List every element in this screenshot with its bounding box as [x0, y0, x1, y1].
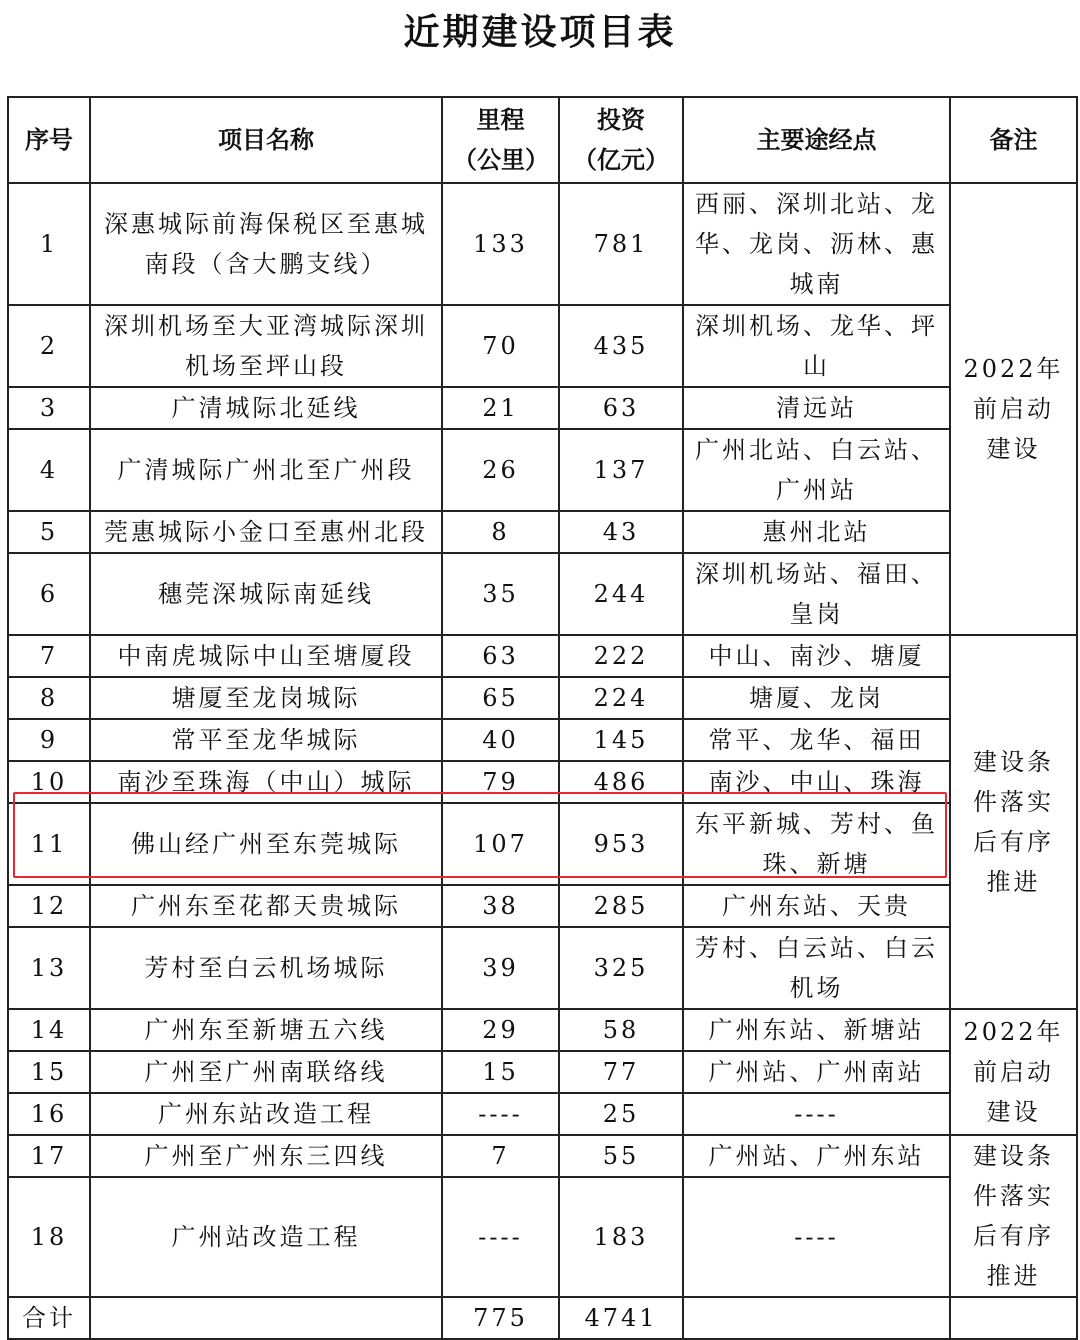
row-index: 15	[8, 1051, 90, 1093]
row-invest: 43	[559, 511, 683, 553]
table-row	[8, 305, 1077, 387]
header-name: 项目名称	[90, 97, 442, 183]
row-route: 南沙、中山、珠海	[683, 761, 950, 803]
header-route: 主要途经点	[683, 97, 950, 183]
row-index: 10	[8, 761, 90, 803]
row-index: 11	[8, 803, 90, 885]
table-row	[8, 927, 1077, 1009]
row-invest: 781	[559, 183, 683, 305]
row-route: 常平、龙华、福田	[683, 719, 950, 761]
row-route: 广州站、广州东站	[683, 1135, 950, 1177]
row-invest: 224	[559, 677, 683, 719]
row-length: 8	[442, 511, 559, 553]
row-length: 40	[442, 719, 559, 761]
table-row	[8, 183, 1077, 305]
row-invest: 953	[559, 803, 683, 885]
table-row	[8, 1135, 1077, 1177]
row-length: 26	[442, 429, 559, 511]
table-row	[8, 553, 1077, 635]
note-group-2: 建设条件落实后有序推进	[950, 635, 1077, 1009]
row-name: 广州东至花都天贵城际	[90, 885, 442, 927]
table-row	[8, 635, 1077, 677]
row-index: 6	[8, 553, 90, 635]
row-route: ----	[683, 1093, 950, 1135]
row-route: 塘厦、龙岗	[683, 677, 950, 719]
row-route: 东平新城、芳村、鱼珠、新塘	[683, 803, 950, 885]
table-row	[8, 719, 1077, 761]
row-length: 133	[442, 183, 559, 305]
row-length: 38	[442, 885, 559, 927]
row-index: 12	[8, 885, 90, 927]
row-name: 塘厦至龙岗城际	[90, 677, 442, 719]
row-index: 4	[8, 429, 90, 511]
row-length: 15	[442, 1051, 559, 1093]
row-name: 广清城际北延线	[90, 387, 442, 429]
row-length: ----	[442, 1177, 559, 1297]
highlight-box	[13, 792, 947, 878]
row-name: 广清城际广州北至广州段	[90, 429, 442, 511]
row-route: 芳村、白云站、白云机场	[683, 927, 950, 1009]
row-name: 中南虎城际中山至塘厦段	[90, 635, 442, 677]
row-name: 南沙至珠海（中山）城际	[90, 761, 442, 803]
table-row	[8, 429, 1077, 511]
row-route: 广州站、广州南站	[683, 1051, 950, 1093]
table-row	[8, 387, 1077, 429]
row-route: 清远站	[683, 387, 950, 429]
row-route: 广州东站、新塘站	[683, 1009, 950, 1051]
row-route: 广州东站、天贵	[683, 885, 950, 927]
row-length: 21	[442, 387, 559, 429]
row-length: 79	[442, 761, 559, 803]
total-route-empty	[683, 1297, 950, 1339]
row-index: 9	[8, 719, 90, 761]
header-note: 备注	[950, 97, 1077, 183]
table-row	[8, 885, 1077, 927]
row-index: 18	[8, 1177, 90, 1297]
row-index: 7	[8, 635, 90, 677]
header-length-line2: （公里）	[453, 146, 549, 174]
table-row	[8, 1009, 1077, 1051]
row-name: 广州东至新塘五六线	[90, 1009, 442, 1051]
row-index: 3	[8, 387, 90, 429]
row-index: 14	[8, 1009, 90, 1051]
row-name: 深惠城际前海保税区至惠城南段（含大鹏支线）	[90, 183, 442, 305]
table-row	[8, 511, 1077, 553]
header-invest-line1: 投资	[597, 106, 645, 134]
total-row	[8, 1297, 1077, 1339]
total-length: 775	[442, 1297, 559, 1339]
header-invest	[559, 97, 683, 183]
table-header-row	[8, 97, 1077, 183]
row-route: 西丽、深圳北站、龙华、龙岗、沥林、惠城南	[683, 183, 950, 305]
row-name: 广州东站改造工程	[90, 1093, 442, 1135]
row-name: 广州站改造工程	[90, 1177, 442, 1297]
row-route: 深圳机场、龙华、坪山	[683, 305, 950, 387]
row-invest: 325	[559, 927, 683, 1009]
row-invest: 58	[559, 1009, 683, 1051]
row-name: 深圳机场至大亚湾城际深圳机场至坪山段	[90, 305, 442, 387]
total-name-empty	[90, 1297, 442, 1339]
row-invest: 63	[559, 387, 683, 429]
row-length: 63	[442, 635, 559, 677]
row-invest: 77	[559, 1051, 683, 1093]
row-invest: 183	[559, 1177, 683, 1297]
note-group-3: 2022年前启动建设	[950, 1009, 1077, 1135]
row-index: 2	[8, 305, 90, 387]
row-route: 中山、南沙、塘厦	[683, 635, 950, 677]
row-route: ----	[683, 1177, 950, 1297]
row-name: 广州至广州东三四线	[90, 1135, 442, 1177]
note-group-1: 2022年前启动建设	[950, 183, 1077, 635]
total-note-empty	[950, 1297, 1077, 1339]
row-index: 13	[8, 927, 90, 1009]
row-length: 7	[442, 1135, 559, 1177]
row-invest: 486	[559, 761, 683, 803]
table-row	[8, 677, 1077, 719]
row-invest: 145	[559, 719, 683, 761]
header-length-line1: 里程	[476, 106, 525, 134]
total-label: 合计	[8, 1297, 90, 1339]
row-invest: 55	[559, 1135, 683, 1177]
row-length: ----	[442, 1093, 559, 1135]
row-name: 常平至龙华城际	[90, 719, 442, 761]
row-name: 莞惠城际小金口至惠州北段	[90, 511, 442, 553]
row-length: 29	[442, 1009, 559, 1051]
row-index: 16	[8, 1093, 90, 1135]
row-index: 8	[8, 677, 90, 719]
table-row	[8, 1093, 1077, 1135]
row-length: 35	[442, 553, 559, 635]
row-invest: 222	[559, 635, 683, 677]
row-invest: 285	[559, 885, 683, 927]
row-name: 广州至广州南联络线	[90, 1051, 442, 1093]
row-invest: 435	[559, 305, 683, 387]
row-route: 惠州北站	[683, 511, 950, 553]
row-index: 1	[8, 183, 90, 305]
project-table	[7, 96, 1078, 1340]
row-index: 17	[8, 1135, 90, 1177]
row-invest: 25	[559, 1093, 683, 1135]
row-length: 70	[442, 305, 559, 387]
row-index: 5	[8, 511, 90, 553]
header-index: 序号	[8, 97, 90, 183]
total-invest: 4741	[559, 1297, 683, 1339]
row-route: 深圳机场站、福田、皇岗	[683, 553, 950, 635]
row-invest: 244	[559, 553, 683, 635]
row-invest: 137	[559, 429, 683, 511]
row-length: 107	[442, 803, 559, 885]
header-invest-line2: （亿元）	[573, 146, 669, 174]
row-route: 广州北站、白云站、广州站	[683, 429, 950, 511]
row-length: 65	[442, 677, 559, 719]
row-name: 佛山经广州至东莞城际	[90, 803, 442, 885]
row-name: 穗莞深城际南延线	[90, 553, 442, 635]
page-title: 近期建设项目表	[403, 12, 677, 53]
table-row	[8, 1177, 1077, 1297]
table-row	[8, 1051, 1077, 1093]
header-length	[442, 97, 559, 183]
note-group-4: 建设条件落实后有序推进	[950, 1135, 1077, 1297]
row-name: 芳村至白云机场城际	[90, 927, 442, 1009]
row-length: 39	[442, 927, 559, 1009]
